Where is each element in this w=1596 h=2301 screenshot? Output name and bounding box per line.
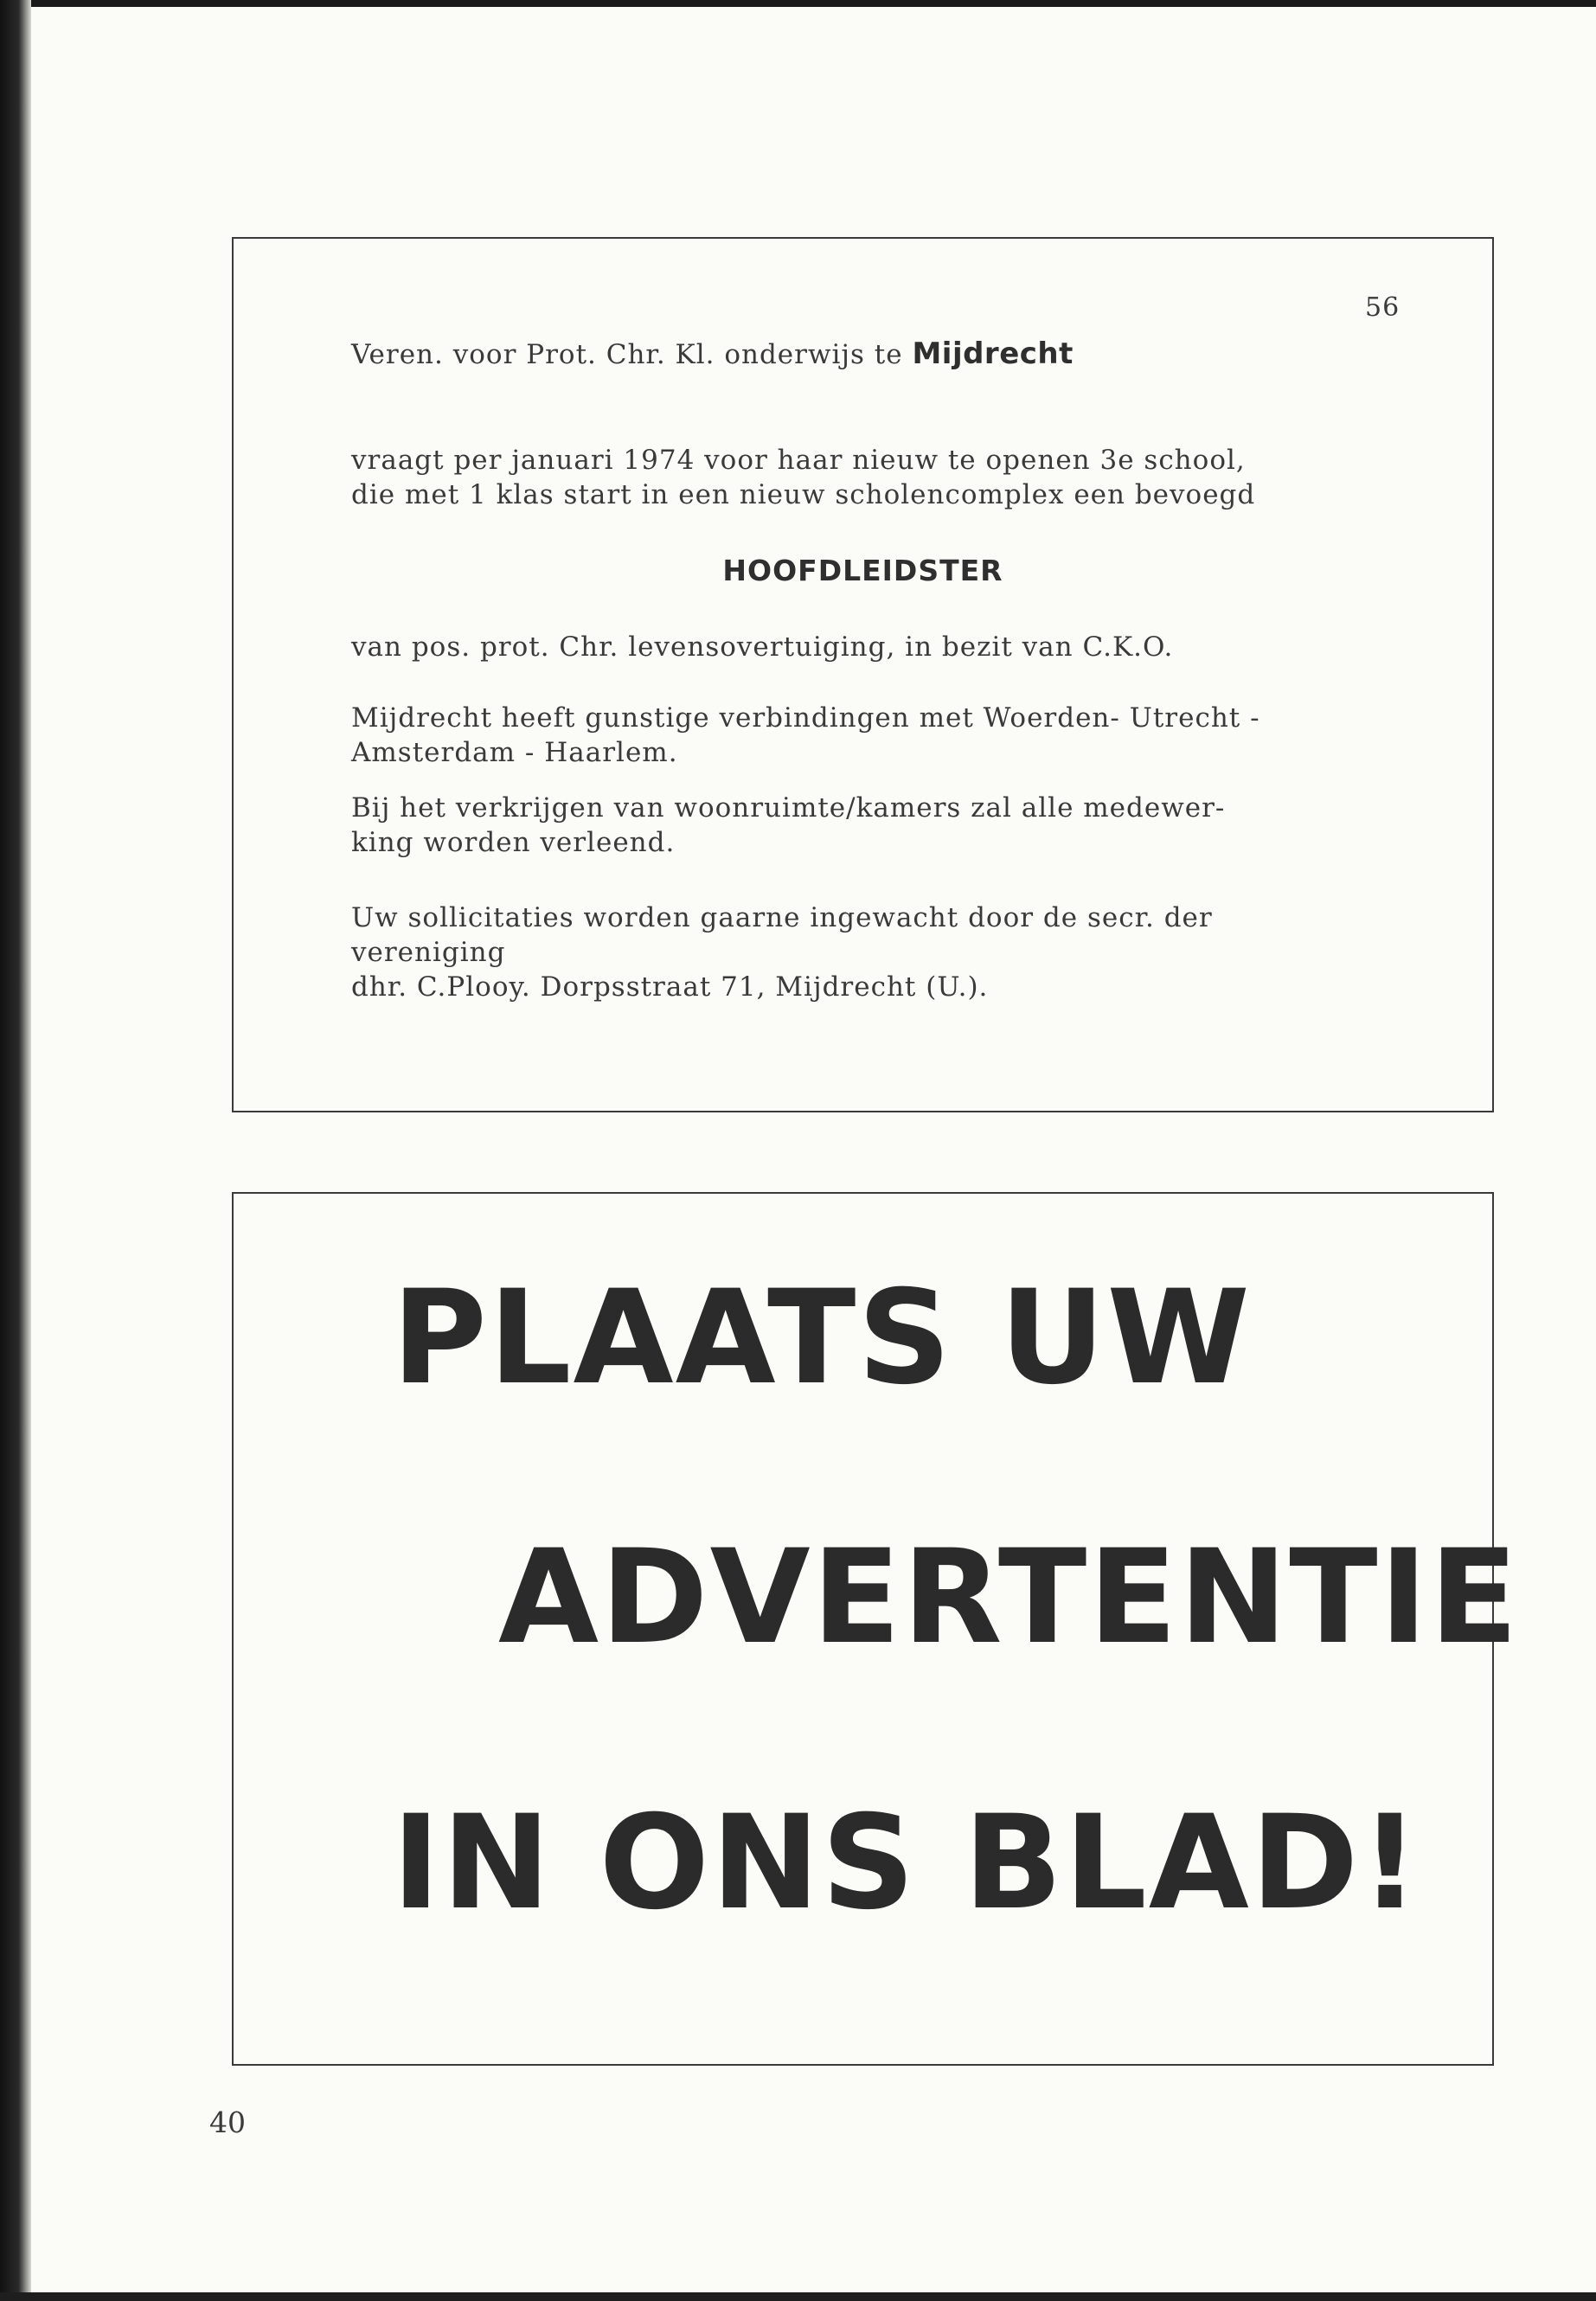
ad-connections [351, 701, 1260, 770]
document-page [31, 7, 1596, 2294]
position-title: HOOFDLEIDSTER [722, 554, 1003, 587]
scan-edge-bottom [0, 2292, 1596, 2301]
ad-intro-line: die met 1 klas start in een nieuw scholencomplex een bevoegd [351, 479, 1256, 510]
ad-connections-line: Mijdrecht heeft gunstige verbindingen met Woerden- Utrecht - [351, 702, 1260, 734]
ad-applications-line: Uw sollicitaties worden gaarne ingewacht door de secr. der [351, 902, 1213, 933]
promo-line: ADVERTENTIE [498, 1522, 1520, 1673]
page-number: 40 [209, 2106, 246, 2139]
ad-number: 56 [1365, 292, 1401, 323]
ad-housing-line: king worden verleend. [351, 827, 676, 858]
ad-applications-line: vereniging [351, 937, 506, 968]
ad-requirement: van pos. prot. Chr. levensovertuiging, in bezit van C.K.O. [351, 631, 1174, 663]
ad-housing [351, 791, 1225, 860]
ad-header-organization: Veren. voor Prot. Chr. Kl. onderwijs te [351, 339, 913, 370]
job-advertisement [232, 237, 1494, 1112]
ad-connections-line: Amsterdam - Haarlem. [351, 737, 678, 768]
promo-advertisement [232, 1192, 1520, 2066]
scan-edge-left [0, 0, 31, 2301]
ad-intro-line: vraagt per januari 1974 voor haar nieuw te openen 3e school, [351, 445, 1246, 476]
ad-applications [351, 901, 1213, 1004]
ad-housing-line: Bij het verkrijgen van woonruimte/kamers zal alle medewer- [351, 792, 1226, 824]
promo-line: PLAATS UW [392, 1263, 1252, 1413]
ad-header-town: Mijdrecht [912, 336, 1074, 371]
ad-applications-line: dhr. C.Plooy. Dorpsstraat 71, Mijdrecht (U.). [351, 971, 989, 1003]
promo-line: IN ONS BLAD! [392, 1788, 1421, 1939]
ad-intro [351, 443, 1255, 512]
ad-header [351, 336, 1074, 372]
